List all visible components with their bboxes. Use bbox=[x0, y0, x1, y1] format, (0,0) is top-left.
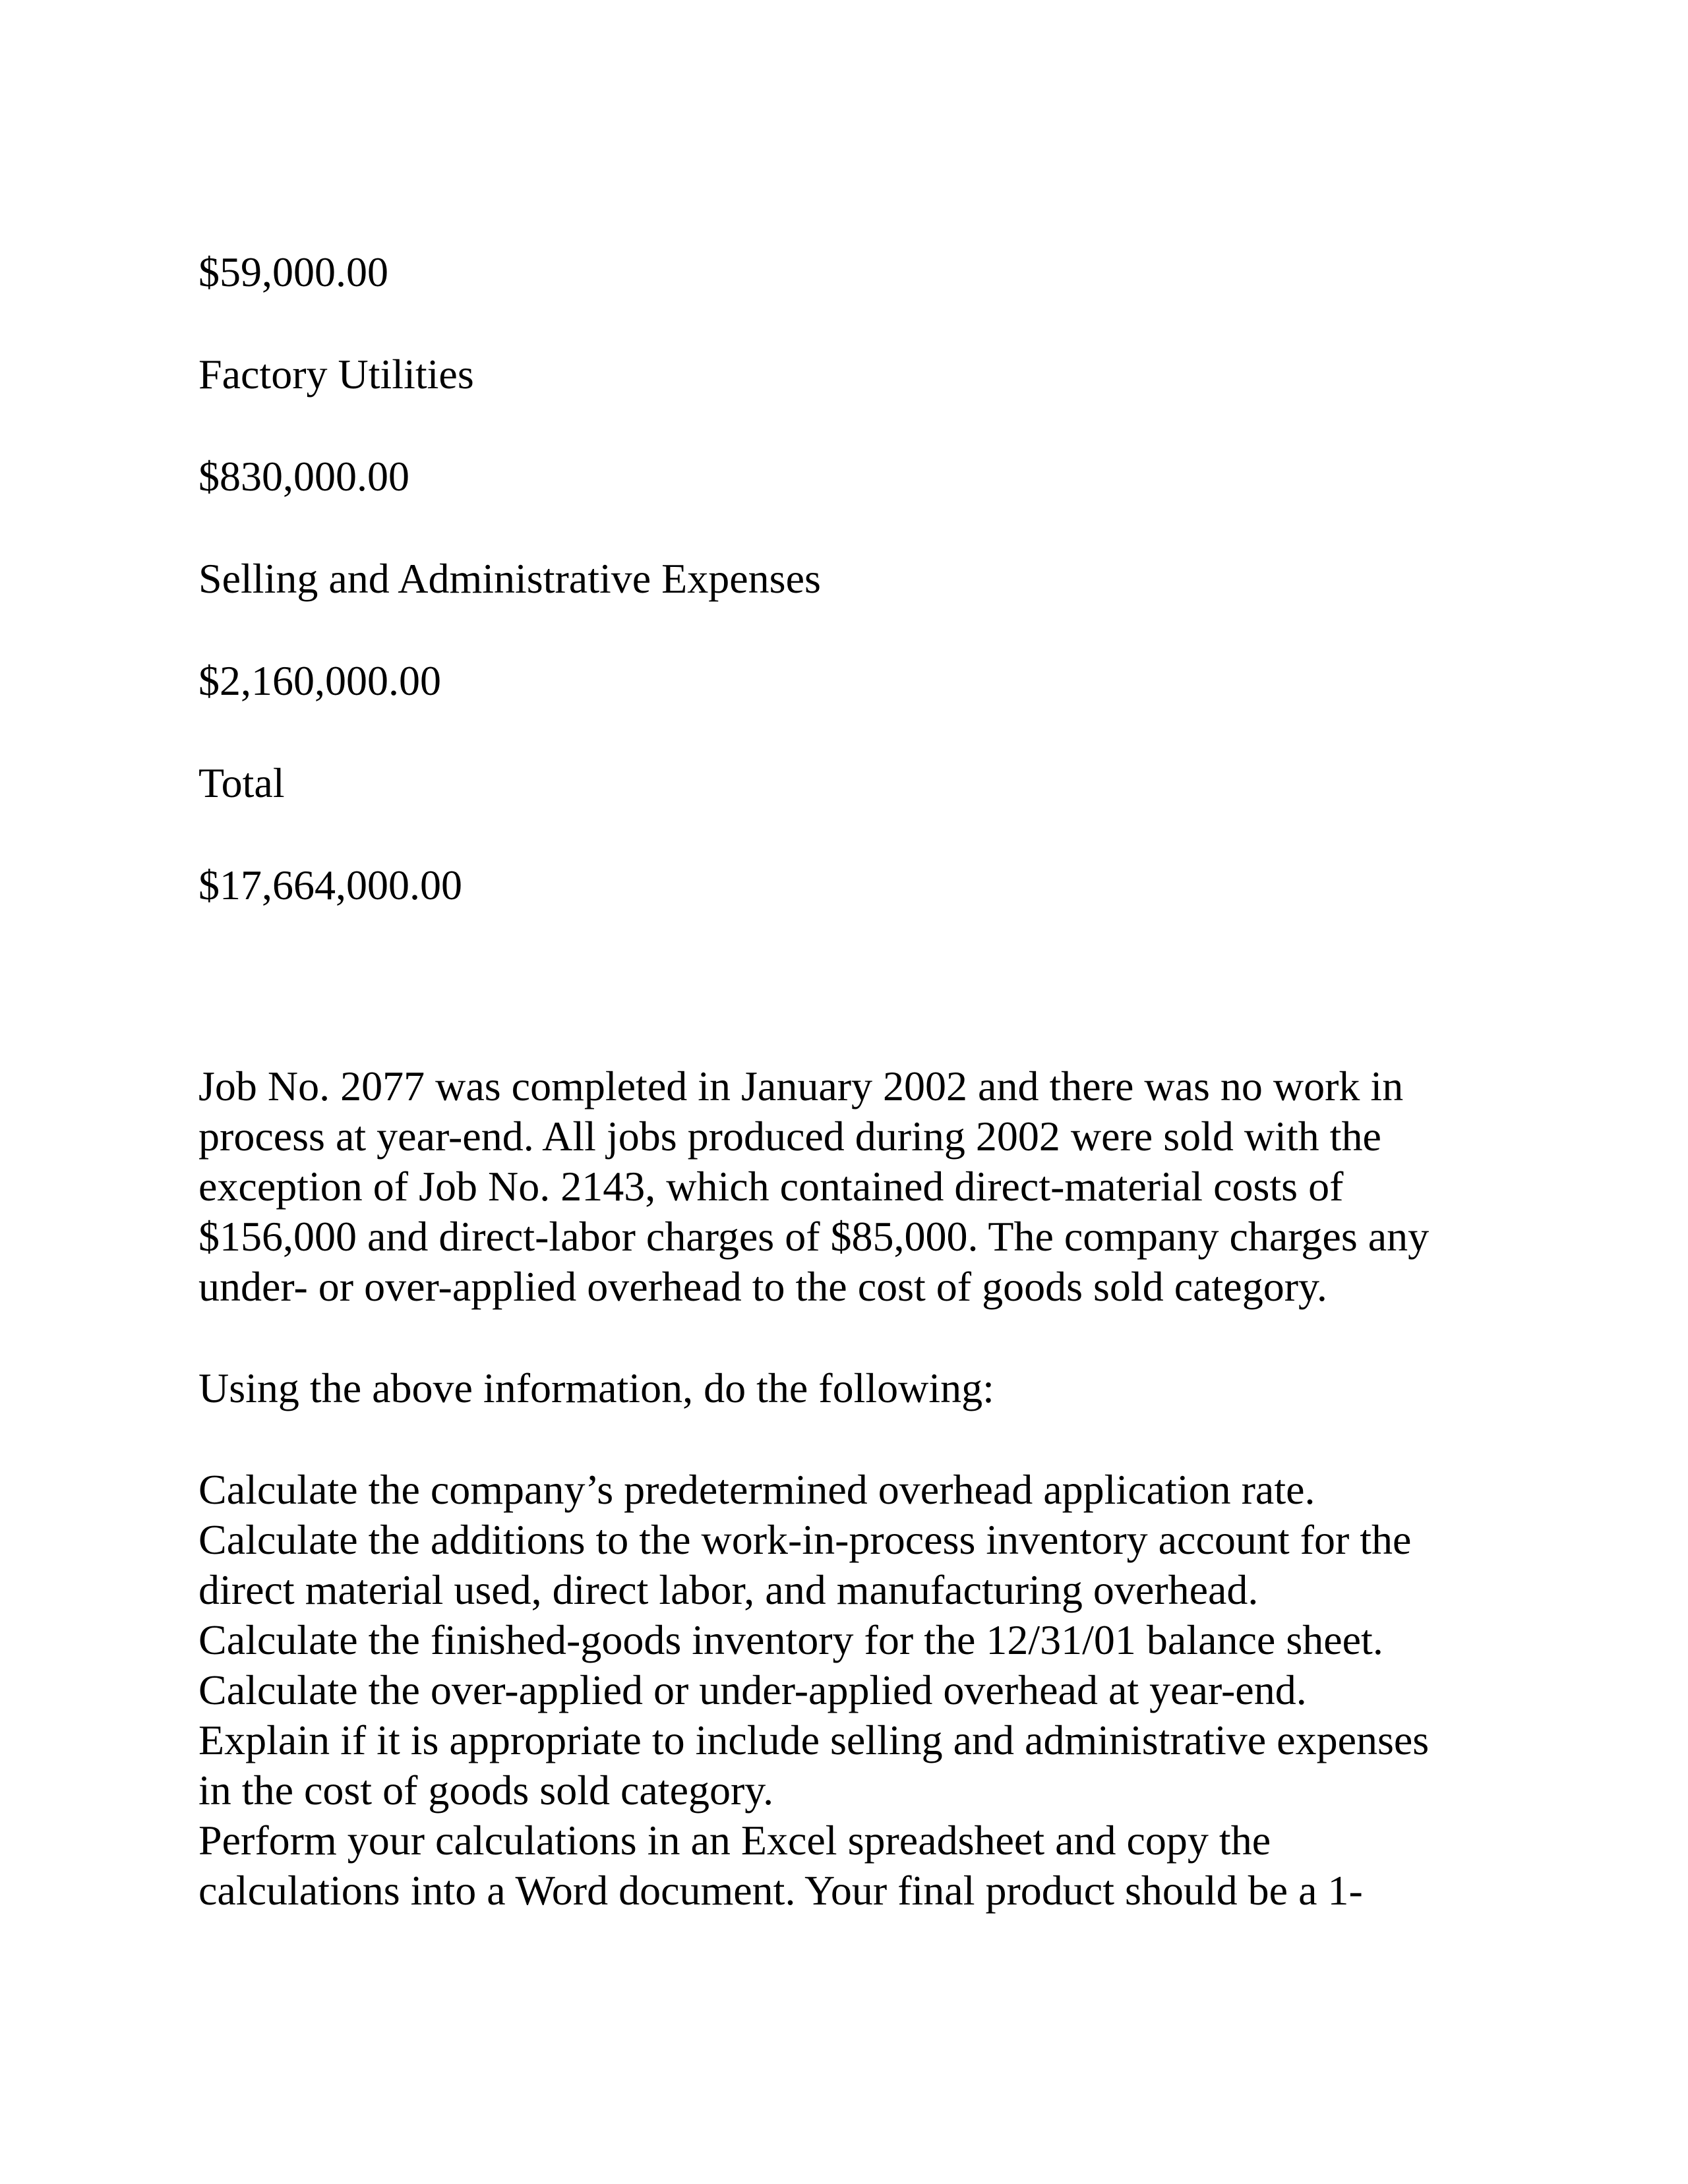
task-line: Calculate the additions to the work-in-process inventory account for the bbox=[198, 1516, 1412, 1563]
task-line: Calculate the over-applied or under-applied overhead at year-end. bbox=[198, 1667, 1307, 1713]
task-line: calculations into a Word document. Your final product should be a 1- bbox=[198, 1867, 1363, 1914]
task-line: Calculate the finished-goods inventory for the 12/31/01 balance sheet. bbox=[198, 1616, 1383, 1663]
task-line: in the cost of goods sold category. bbox=[198, 1767, 774, 1814]
item-label: Factory Utilities bbox=[198, 351, 474, 398]
task-line: Calculate the company’s predetermined overhead application rate. bbox=[198, 1466, 1315, 1513]
paragraph-line: under- or over-applied overhead to the cost of goods sold category. bbox=[198, 1263, 1327, 1310]
task-line: direct material used, direct labor, and manufacturing overhead. bbox=[198, 1566, 1259, 1613]
item-label: Selling and Administrative Expenses bbox=[198, 555, 821, 602]
task-line: Explain if it is appropriate to include selling and administrative expenses bbox=[198, 1717, 1430, 1763]
amount-line: $59,000.00 bbox=[198, 249, 388, 295]
task-list bbox=[198, 1465, 1517, 1916]
job-description-paragraph bbox=[198, 1061, 1517, 1312]
paragraph-line: $156,000 and direct-labor charges of $85,000. The company charges any bbox=[198, 1213, 1430, 1260]
total-amount: $17,664,000.00 bbox=[198, 862, 462, 908]
amount-line: $830,000.00 bbox=[198, 453, 409, 500]
total-label: Total bbox=[198, 759, 285, 806]
amount-line: $2,160,000.00 bbox=[198, 657, 441, 704]
instruction-line: Using the above information, do the following: bbox=[198, 1365, 994, 1411]
paragraph-line: process at year-end. All jobs produced during 2002 were sold with the bbox=[198, 1113, 1381, 1160]
task-line: Perform your calculations in an Excel spreadsheet and copy the bbox=[198, 1817, 1271, 1864]
paragraph-line: exception of Job No. 2143, which contained direct-material costs of bbox=[198, 1163, 1344, 1210]
paragraph-line: Job No. 2077 was completed in January 2002 and there was no work in bbox=[198, 1063, 1404, 1109]
